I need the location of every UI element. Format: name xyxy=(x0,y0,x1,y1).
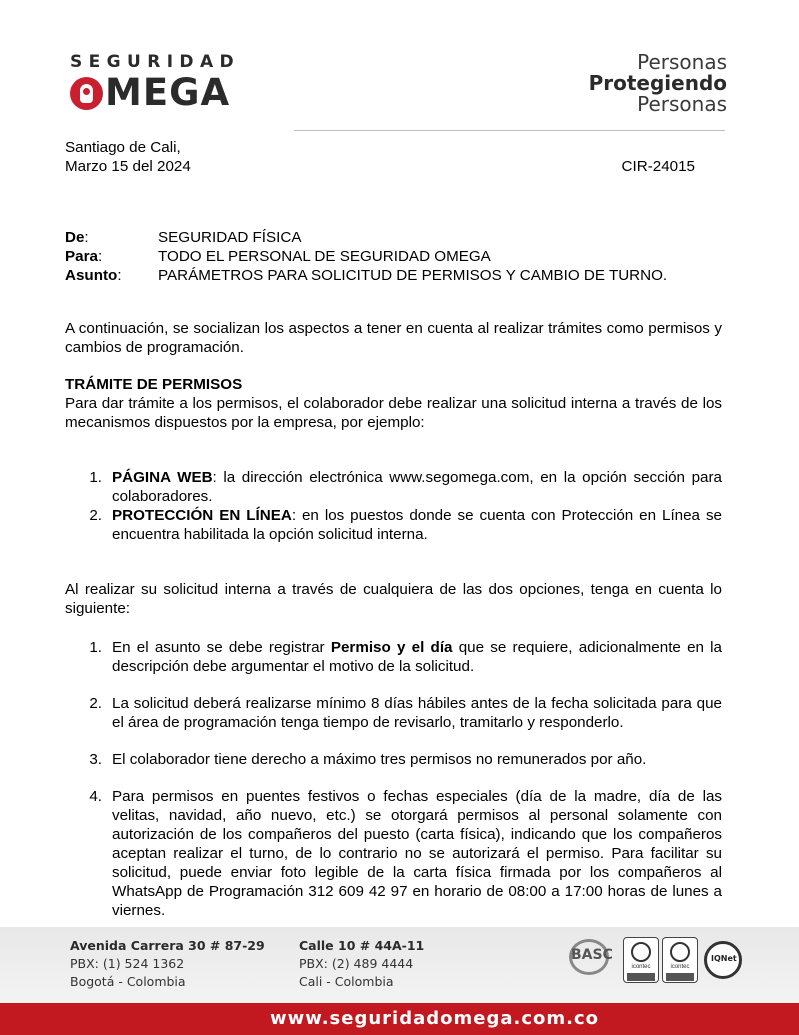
basc-certification-logo: BASC xyxy=(563,937,619,989)
list-item: 1. PÁGINA WEB: la dirección electrónica www.segomega.com, en la opción sección para colaboradores. xyxy=(89,469,722,505)
footer xyxy=(0,927,799,1035)
mechanisms-list xyxy=(65,468,722,544)
rules-list xyxy=(65,638,722,920)
icontec-certification-logo: icontec xyxy=(662,937,698,983)
footer-website-band xyxy=(0,1003,799,1035)
reference-number: CIR-24015 xyxy=(621,158,695,175)
office-city: Bogotá - Colombia xyxy=(70,974,186,989)
slogan-line-3: Personas xyxy=(637,92,727,116)
office-city: Cali - Colombia xyxy=(299,974,394,989)
letterhead xyxy=(0,0,799,135)
logo-top-text: SEGURIDAD xyxy=(70,52,241,72)
city: Santiago de Cali, xyxy=(65,139,181,156)
subject-row: Asunto: PARÁMETROS PARA SOLICITUD DE PERMISOS Y CAMBIO DE TURNO. xyxy=(65,267,668,284)
iqnet-certification-logo: IQNet xyxy=(704,941,742,979)
subject-value: PARÁMETROS PARA SOLICITUD DE PERMISOS Y CAMBIO DE TURNO. xyxy=(158,267,668,284)
website-link[interactable]: www.seguridadomega.com.co xyxy=(269,1008,599,1029)
list-item: 2. PROTECCIÓN EN LÍNEA: en los puestos donde se cuenta con Protección en Línea se encuentra habilitada la opción solicitud interna. xyxy=(89,507,722,543)
list-item: 1. En el asunto se debe registrar Permiso y el día que se requiere, adicionalmente en la descripción debe argumentar el motivo de la solicitud. xyxy=(89,639,723,675)
date-row xyxy=(65,157,695,176)
icontec-certification-logo: icontec xyxy=(623,937,659,983)
office-cali xyxy=(299,937,424,991)
office-address: Calle 10 # 44A-11 xyxy=(299,938,425,953)
from-value: SEGURIDAD FÍSICA xyxy=(158,229,302,246)
list-item: 3. El colaborador tiene derecho a máximo tres permisos no remunerados por año. xyxy=(89,751,647,768)
list-item: 4. Para permisos en puentes festivos o fechas especiales (día de la madre, día de las velitas, navidad, año nuevo, etc.) se otorgará permisos al personal solamente con autorización de los compañeros del puesto (carta física), indicando que los compañeros aceptan realizar el turno, de lo contrario no se autorizará el permiso. Para facilitar su solicitud, puede enviar foto legible de la carta física firmada por los compañeros al WhatsApp de Programación 312 609 42 97 en horario de 08:00 a 17:00 horas de lunes a viernes. xyxy=(89,788,722,919)
office-phone: PBX: (2) 489 4444 xyxy=(299,956,414,971)
omega-keyhole-icon xyxy=(70,77,103,110)
office-phone: PBX: (1) 524 1362 xyxy=(70,956,185,971)
logo-main xyxy=(70,71,240,114)
section-title: TRÁMITE DE PERMISOS xyxy=(65,376,243,393)
slogan-line-2: Protegiendo xyxy=(588,71,727,95)
section-paragraph: Para dar trámite a los permisos, el colaborador debe realizar una solicitud interna a través de los mecanismos dispuestos por la empresa, por ejemplo: xyxy=(65,395,722,431)
to-value: TODO EL PERSONAL DE SEGURIDAD OMEGA xyxy=(158,248,491,265)
from-row: De: SEGURIDAD FÍSICA xyxy=(65,229,302,246)
office-bogota xyxy=(70,937,265,991)
to-row: Para: TODO EL PERSONAL DE SEGURIDAD OMEGA xyxy=(65,248,491,265)
slogan-line-1: Personas xyxy=(637,50,727,74)
letter-body xyxy=(65,138,722,920)
date: Marzo 15 del 2024 xyxy=(65,158,191,175)
header-divider xyxy=(294,130,725,131)
to-label: Para xyxy=(65,248,98,265)
seguridad-omega-logo xyxy=(70,52,241,114)
footer-contact-band xyxy=(0,927,799,1003)
subject-label: Asunto xyxy=(65,267,118,284)
intro-paragraph: A continuación, se socializan los aspectos a tener en cuenta al realizar trámites como permisos y cambios de programación. xyxy=(65,320,722,356)
slogan xyxy=(589,52,727,115)
list-item: 2. La solicitud deberá realizarse mínimo 8 días hábiles antes de la fecha solicitada para que el área de programación tenga tiempo de revisarlo, tramitarlo y responderlo. xyxy=(89,695,722,731)
from-label: De xyxy=(65,229,85,246)
rules-intro: Al realizar su solicitud interna a través de cualquiera de las dos opciones, tenga en cuenta lo siguiente: xyxy=(65,581,722,617)
office-address: Avenida Carrera 30 # 87-29 xyxy=(70,938,265,953)
logo-main-text: MEGA xyxy=(105,71,231,114)
